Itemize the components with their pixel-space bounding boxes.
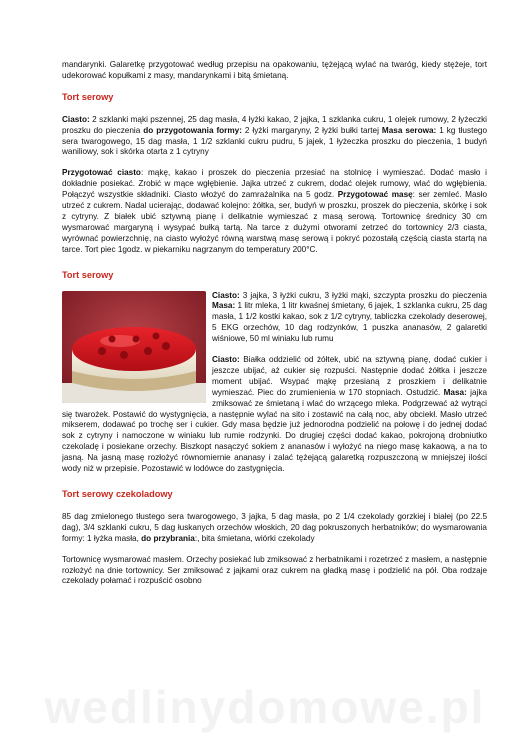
section-title-1: Tort serowy bbox=[62, 91, 114, 102]
section-title-2: Tort serowy bbox=[62, 269, 114, 280]
preparation-text: Tortownicę wysmarować masłem. Orzechy posiekać lub zmiksować z herbatnikami i rozetrzeć z masłem, a następnie rozłożyć na dnie tortownicy. Ser zmiksować z jajkami oraz cukrem na gładką masę i podzielić na pół. Oba rodzaje czekolady połamać i rozpuścić osobno bbox=[62, 554, 487, 586]
ingredients-text: :, bita śmietana, wiórki czekolady bbox=[194, 533, 315, 543]
ingredients-text: 2 łyżki margaryny, 2 łyżki bułki tartej bbox=[241, 125, 382, 135]
ingredients-text: 1 kg tłustego sera twarogowego, 15 dag masła, 1 1/2 szklanki cukru pudru, 5 jajek, 1 łyżeczka proszku do pieczenia, 1 budyń waniliowy, sok i skórka otarta z 1 cytryny bbox=[62, 125, 488, 157]
preparation-text: jajka zmiksować ze śmietaną i wlać do wrzącego mleka. Podgrzewać aż wytrąci się twarożek. Postawić do wystygnięcia, a następnie wylać na sito i zostawić na całą noc, aby obciekł. Masło utrzeć mikserem, dodawać po trochę ser i cukier. Gdy masa będzie już jednorodna podzielić na połowę i do jednej dodać sok z cytryny i namoczone w winiaku lub rumie rodzynki. Do drugiej części dodać kakao, pokrojoną drobniutko czekoladę i posiekane orzechy. Biszkopt nasączyć sokiem z ananasów i wyłożyć na niego masę kakaową, a na to jasną. Na jasną masę rozłożyć równomiernie ananasy i zalać tężejącą galaretką rozpuszczoną w mniejszej ilości wody niż w przepisie. Pozostawić w lodówce do zastygnięcia. bbox=[62, 387, 488, 474]
document-page bbox=[62, 60, 487, 597]
ingredients-label: do przygotowania formy: bbox=[143, 125, 242, 135]
ingredients-text: 3 jajka, 3 łyżki cukru, 3 łyżki mąki, szczypta proszku do pieczenia bbox=[239, 290, 487, 300]
cheesecake-photo bbox=[62, 291, 206, 403]
ingredients-text: 85 dag zmielonego tłustego sera twarogowego, 3 jajka, 5 dag masła, po 2 1/4 czekolady gorzkiej i białej (po 22.5 dag), 3/4 szklanki cukru, 5 dag łuskanych orzechów włoskich, 20 dag pokruszonych herbatników; do wysmarowania formy: 1 łyżka masła, bbox=[62, 511, 487, 543]
preparation-label: Przygotować masę bbox=[337, 190, 413, 200]
ingredients-paragraph-3 bbox=[62, 512, 487, 545]
watermark-text: wedlinydomowe.pl bbox=[44, 681, 486, 733]
ingredients-text: 1 litr mleka, 1 litr kwaśnej śmietany, 6 jajek, 1 szklanka cukru, 25 dag masła, 1 1/2 kostki kakao, sok z 1/2 cytryny, tabliczka czekolady deserowej, 5 EKG orzechów, 10 dag rodzynków, 1 puszka ananasów, 2 galaretki wiśniowe, 50 ml winiaku lub rumu bbox=[212, 301, 487, 344]
ingredients-label: Ciasto: bbox=[62, 114, 90, 124]
ingredients-text: 2 szklanki mąki pszennej, 25 dag masła, 4 łyżki kakao, 2 jajka, 1 szklanka cukru, 1 olejek rumowy, 2 łyżeczki proszku do pieczenia bbox=[62, 114, 487, 135]
cheesecake-image bbox=[62, 291, 206, 403]
ingredients-label: Ciasto: bbox=[212, 290, 240, 300]
preparation-label: Przygotować ciasto bbox=[62, 168, 141, 178]
ingredients-paragraph-1 bbox=[62, 115, 487, 159]
preparation-paragraph-1 bbox=[62, 168, 487, 255]
preparation-text: : ser zemleć. Masło utrzeć z cukrem. Nadal ucierając, dodawać kolejno: żółtka, ser, budyń w proszku, proszek do pieczenia, skórkę i sok z cytryny. Z białek ubić sztywną pianę i delikatnie wymieszać z masą serową. Tortownicę średnicy 30 cm wysmarować margaryną i wysypać bułką tartą. Na tarce z dużymi otworami zetrzeć do tortownicy 2/3 ciasta, wyrównać powierzchnię, na ciasto wyłożyć równą warstwą masę serową i pokryć pozostałą częścią ciasta startą na tarce. Tort piec 1godz. w piekarniku nagrzanym do temperatury 200°C. bbox=[62, 190, 487, 254]
preparation-label: Ciasto: bbox=[212, 355, 240, 365]
preparation-label: Masa: bbox=[443, 387, 467, 397]
ingredients-label: Masa serowa: bbox=[381, 125, 437, 135]
ingredients-label: Masa: bbox=[212, 301, 236, 311]
ingredients-label: do przybrania bbox=[141, 533, 195, 543]
section-title-3: Tort serowy czekoladowy bbox=[62, 489, 173, 499]
preparation-text: Białka oddzielić od żółtek, ubić na sztywną pianę, dodać cukier i jeszcze ubijać, aż cukier się rozpuści. Następnie dodać żółtka i jeszcze moment ubijać. Wsypać mąkę przesianą z proszkiem i delikatnie wymieszać. Piec do zrumienienia w 170 stopniach. Ostudzić. bbox=[212, 355, 487, 397]
preparation-paragraph-3 bbox=[62, 555, 487, 588]
intro-paragraph: mandarynki. Galaretkę przygotować według przepisu na opakowaniu, tężejącą wylać na twaróg, kiedy stężeje, tort udekorować kopułkami z masy, mandarynkami i bitą śmietaną. bbox=[62, 60, 487, 80]
preparation-text: : mąkę, kakao i proszek do pieczenia przesiać na stolnicę i wymieszać. Dodać masło i dokładnie posiekać. Zrobić w mące wgłębienie. Jajka utrzeć z cukrem, dodać olejek rumowy, wlać do wgłębienia. Połączyć wszystkie składniki. Ciasto włożyć do zamrażalnika na 5 godz. bbox=[62, 168, 487, 200]
